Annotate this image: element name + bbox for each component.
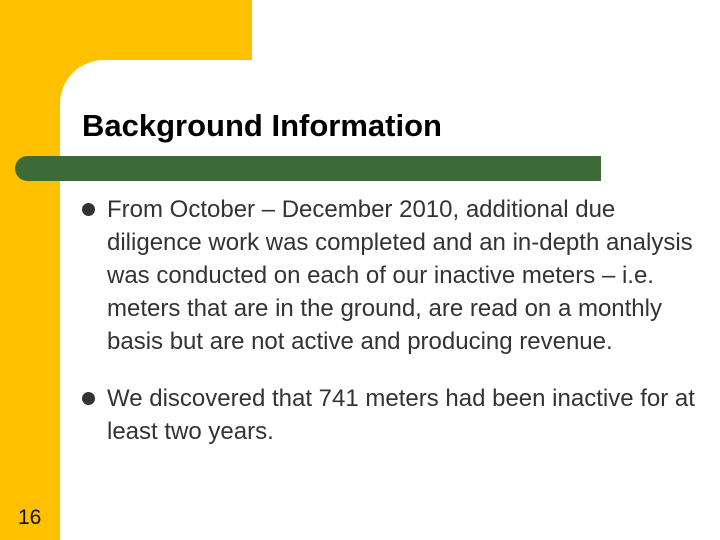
slide-number: 16 xyxy=(18,506,42,529)
bullet-item xyxy=(80,193,705,358)
bullet-text: We discovered that 741 meters had been inactive for at least two years. xyxy=(107,385,695,445)
bullet-item xyxy=(80,382,705,448)
title-underline-bar xyxy=(15,156,601,181)
bullet-list xyxy=(80,193,705,472)
bullet-dot-icon xyxy=(82,203,95,216)
slide-title: Background Information xyxy=(82,108,442,143)
decorative-yellow-sidebar xyxy=(0,0,60,540)
bullet-text: From October – December 2010, additional due diligence work was completed and an in-depth analysis was conducted on each of our inactive meters – i.e. meters that are in the ground, are read on a monthly basis but are not active and producing revenue. xyxy=(107,196,693,355)
bullet-dot-icon xyxy=(82,392,95,405)
